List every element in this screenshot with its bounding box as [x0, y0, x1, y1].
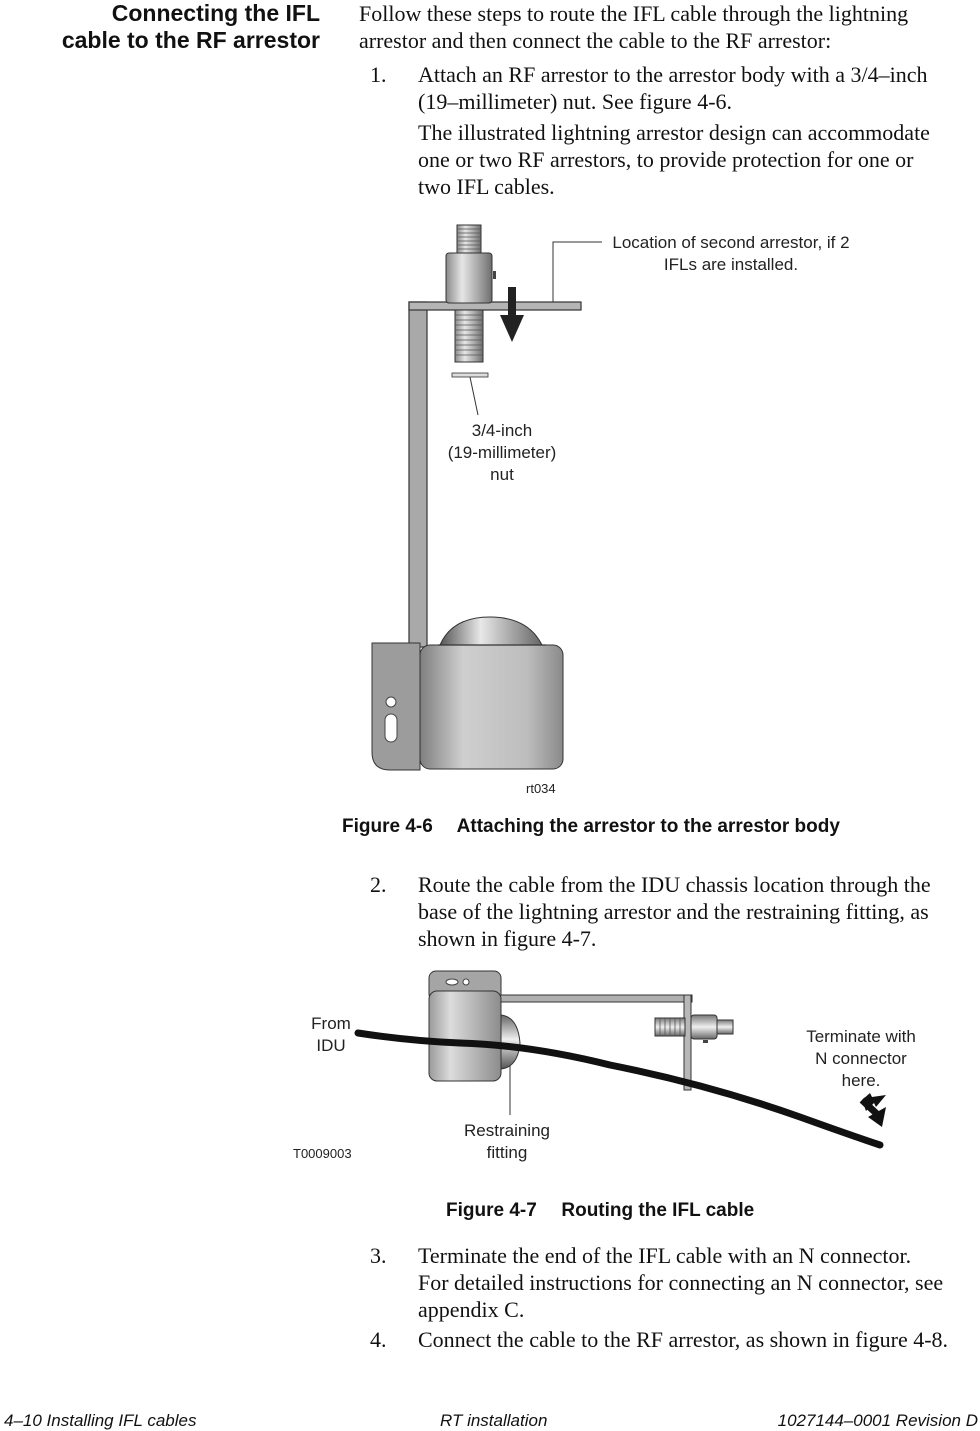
- restraining-fitting: [501, 1015, 520, 1069]
- from-idu-label-line2: IDU: [316, 1036, 346, 1055]
- bracket-arm: [409, 302, 427, 647]
- down-arrow-head: [500, 315, 524, 342]
- bracket-top: [409, 302, 581, 310]
- step-4-line1: Connect the cable to the RF arrestor, as shown in figure 4-8.: [418, 1327, 949, 1352]
- step-1-line2: (19–millimeter) nut. See figure 4-6.: [418, 89, 733, 114]
- footer-right: 1027144–0001 Revision D: [777, 1411, 978, 1430]
- step-3-text: [418, 1242, 978, 1323]
- restraining-fitting-label: [450, 1120, 564, 1164]
- figure-4-6-caption: [342, 816, 840, 838]
- arrestor-thread-bottom: [455, 310, 483, 362]
- second-arrestor-label-line1: Location of second arrestor, if 2: [612, 233, 850, 252]
- step-2-line1: Route the cable from the IDU chassis location through the: [418, 872, 931, 897]
- restraining-fitting-label-line1: Restraining: [464, 1121, 550, 1140]
- nut-label-line2: (19-millimeter): [447, 443, 557, 462]
- terminate-label: [790, 1026, 932, 1092]
- arrestor-base: [429, 991, 501, 1081]
- figure-4-6-number: Figure 4-6: [342, 816, 433, 837]
- arrestor-body: [446, 253, 492, 303]
- section-heading: [20, 0, 320, 54]
- figure-4-6-illustration: [360, 215, 880, 785]
- section-heading-line1: Connecting the IFL: [111, 0, 320, 26]
- from-idu-label: [300, 1013, 362, 1057]
- nut-label: [432, 420, 572, 486]
- intro-line2: arrestor and then connect the cable to the RF arrestor:: [359, 28, 832, 53]
- figure-4-6-id: rt034: [526, 781, 556, 796]
- down-arrow-shaft: [508, 287, 516, 317]
- step-3-number: 3.: [370, 1243, 387, 1268]
- step-4-number: 4.: [370, 1327, 387, 1352]
- step-3-line2: For detailed instructions for connecting an N connector, see: [418, 1270, 944, 1295]
- base-dome: [440, 617, 542, 645]
- second-arrestor-label: [596, 232, 866, 276]
- second-arrestor-leader: [553, 242, 602, 302]
- footer-left: 4–10 Installing IFL cables: [4, 1411, 197, 1430]
- step-1-note-line3: two IFL cables.: [418, 174, 555, 199]
- bracket-bar: [490, 995, 692, 1002]
- terminate-label-line3: here.: [841, 1071, 881, 1090]
- step-1-note-line2: one or two RF arrestors, to provide protection for one or: [418, 147, 914, 172]
- nut-label-line3: nut: [490, 465, 514, 484]
- nut-label-line1: 3/4-inch: [471, 421, 533, 440]
- step-4-text: [418, 1326, 978, 1353]
- step-2-number: 2.: [370, 872, 387, 897]
- from-idu-label-line1: From: [311, 1014, 351, 1033]
- arrestor-base: [420, 645, 563, 769]
- step-1-text: [418, 61, 978, 115]
- step-1-line1: Attach an RF arrestor to the arrestor body with a 3/4–inch: [418, 62, 928, 87]
- figure-4-7-id: T0009003: [293, 1146, 352, 1161]
- n-connector-thread-right: [717, 1020, 733, 1034]
- intro-paragraph: [359, 0, 969, 54]
- figure-4-6-title: Attaching the arrestor to the arrestor body: [456, 816, 840, 837]
- mount-plate: [684, 995, 691, 1090]
- intro-line1: Follow these steps to route the IFL cable through the lightning: [359, 1, 909, 26]
- terminate-label-line2: N connector: [815, 1049, 907, 1068]
- step-1-number: 1.: [370, 62, 387, 87]
- n-connector-body: [691, 1015, 717, 1039]
- nut-leader: [470, 377, 478, 415]
- figure-4-7-number: Figure 4-7: [446, 1200, 537, 1221]
- terminate-label-line1: Terminate with: [806, 1027, 916, 1046]
- footer-center: RT installation: [440, 1411, 548, 1430]
- step-1-note-line1: The illustrated lightning arrestor design can accommodate: [418, 120, 930, 145]
- second-arrestor-label-line2: IFLs are installed.: [663, 255, 799, 274]
- step-2-text: [418, 871, 978, 952]
- section-heading-line2: cable to the RF arrestor: [61, 27, 320, 53]
- step-1-note: [418, 119, 978, 200]
- step-2-line3: shown in figure 4-7.: [418, 926, 597, 951]
- base-flange: [372, 643, 420, 770]
- figure-4-7-caption: [446, 1200, 754, 1222]
- arrestor-thread-top: [457, 225, 481, 255]
- figure-4-7-title: Routing the IFL cable: [561, 1200, 755, 1221]
- nut: [452, 373, 488, 377]
- step-2-line2: base of the lightning arrestor and the restraining fitting, as: [418, 899, 929, 924]
- step-3-line1: Terminate the end of the IFL cable with an N connector.: [418, 1243, 912, 1268]
- restraining-fitting-label-line2: fitting: [486, 1143, 528, 1162]
- step-3-line3: appendix C.: [418, 1297, 525, 1322]
